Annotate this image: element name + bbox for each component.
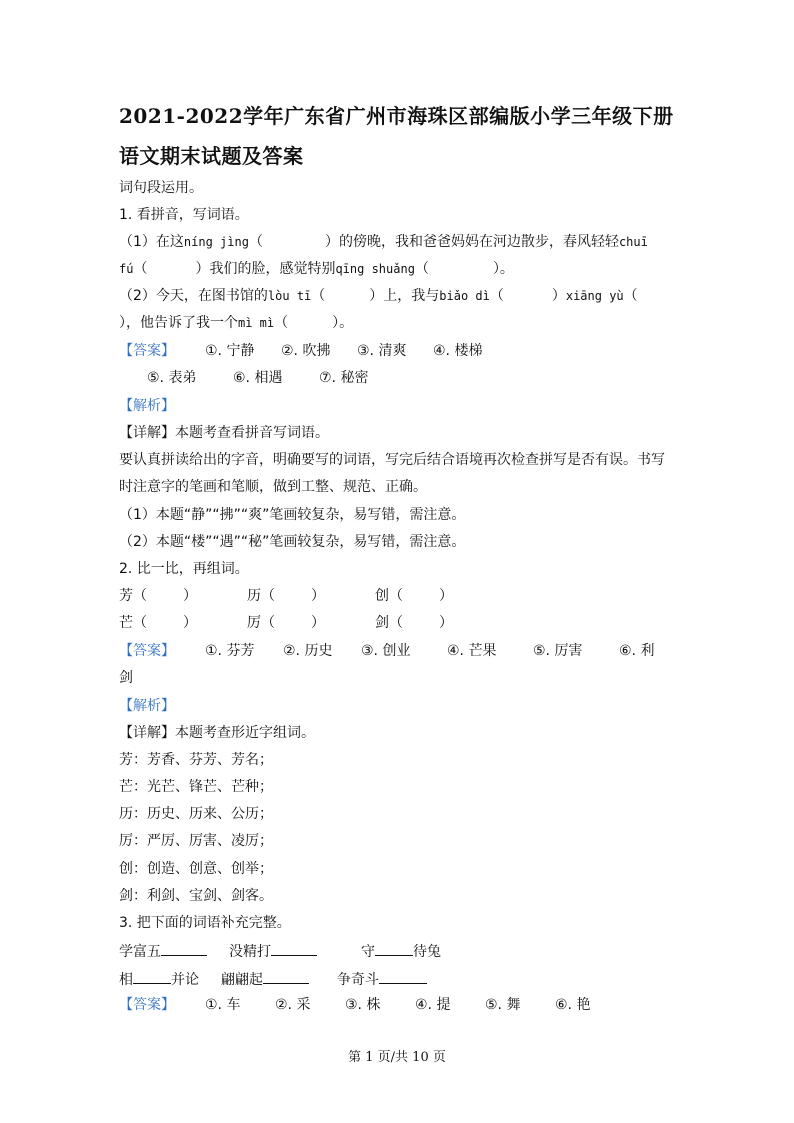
answer-tag: 【答案】 <box>119 343 175 359</box>
q2-detail: 【详解】本题考查形近字组词。 <box>119 725 315 741</box>
q1-answer-row-2: ⑤. 表弟 ⑥. 相遇 ⑦. 秘密 <box>147 370 369 386</box>
q3-title: 3. 把下面的词语补充完整。 <box>119 915 291 931</box>
q2-title: 2. 比一比，再组词。 <box>119 561 249 577</box>
q3-row-1: 学富五 没精打 守 待兔 <box>119 941 441 961</box>
analysis-tag: 【解析】 <box>119 698 175 714</box>
q1-paragraph-1: 要认真拼读给出的字音，明确要写的词语，写完后结合语境再次检查拼写是否有误。书写 <box>119 452 665 468</box>
q2-row-2: 芒（ ） 厉（ ） 剑（ ） <box>119 615 453 631</box>
q2-word-line: 剑：利剑、宝剑、剑客。 <box>119 888 273 904</box>
q1-paragraph-3: （1）本题“静”“拂”“爽”笔画较复杂，易写错，需注意。 <box>119 507 466 523</box>
q2-word-line: 厉：严厉、厉害、凌厉； <box>119 833 273 849</box>
page-footer: 第 1 页/共 10 页 <box>348 1050 446 1065</box>
section-heading: 词句段运用。 <box>119 180 203 196</box>
q2-word-line: 历：历史、历来、公历； <box>119 806 273 822</box>
q1-line-2: fú（ ）我们的脸，感觉特别qīng shuǎng（ ）。 <box>119 261 514 277</box>
q1-paragraph-2: 时注意字的笔画和笔顺，做到工整、规范、正确。 <box>119 479 427 495</box>
q2-word-line: 芳：芳香、芬芳、芳名； <box>119 752 273 768</box>
q1-line-4: ），他告诉了我一个mì mì（ ）。 <box>119 315 354 331</box>
q2-word-line: 芒：光芒、锋芒、芒种； <box>119 779 273 795</box>
q2-row-1: 芳（ ） 历（ ） 创（ ） <box>119 588 453 604</box>
q3-answer-row: 【答案】 ①. 车 ②. 采 ③. 株 ④. 提 ⑤. 舞 ⑥. 艳 <box>119 997 591 1013</box>
q2-answer-row: 【答案】 ①. 芬芳 ②. 历史 ③. 创业 ④. 芒果 ⑤. 厉害 ⑥. 利 <box>119 643 655 659</box>
q1-line-1: （1）在这níng jìng（ ）的傍晚，我和爸爸妈妈在河边散步，春风轻轻chuī <box>119 234 648 250</box>
doc-title-line-1: 2021-2022学年广东省广州市海珠区部编版小学三年级下册 <box>119 104 674 128</box>
q1-line-3: （2）今天，在图书馆的lòu tī（ ）上，我与biǎo dì（ ）xiāng yù（ <box>119 288 638 304</box>
q2-answer-wrap: 剑 <box>119 670 133 686</box>
analysis-tag: 【解析】 <box>119 398 175 414</box>
q1-answer-row-1: 【答案】 ①. 宁静 ②. 吹拂 ③. 清爽 ④. 楼梯 <box>119 343 483 359</box>
q3-row-2: 相 并论 翩翩起 争奇斗 <box>119 969 427 989</box>
doc-title-line-2: 语文期末试题及答案 <box>119 144 304 168</box>
q2-word-line: 创：创造、创意、创举； <box>119 861 273 877</box>
q1-title: 1. 看拼音，写词语。 <box>119 207 249 223</box>
q1-paragraph-4: （2）本题“楼”“遇”“秘”笔画较复杂，易写错，需注意。 <box>119 534 466 550</box>
q1-detail: 【详解】本题考查看拼音写词语。 <box>119 425 329 441</box>
